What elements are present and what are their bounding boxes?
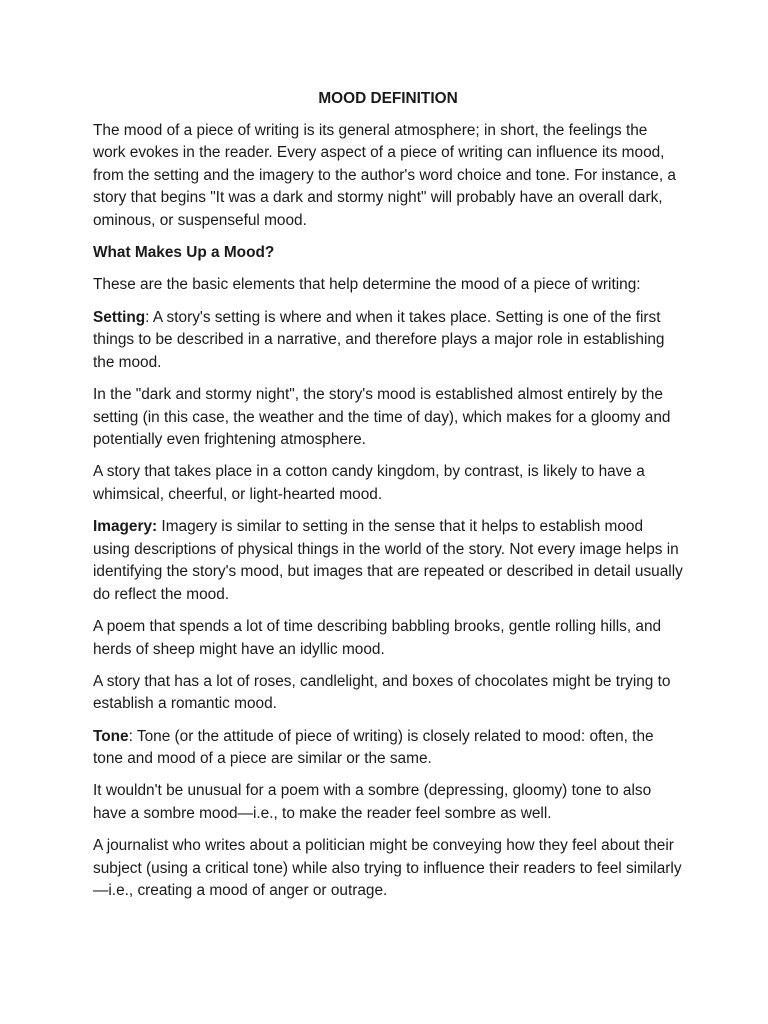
setting-definition: : A story's setting is where and when it takes place. Setting is one of the first things to be described in a narrative, and therefore plays a major role in establishing the mood. — [93, 308, 665, 371]
tone-example-2: A journalist who writes about a politician might be conveying how they feel about their subject (using a critical tone) while also trying to influence their readers to feel similarly—i.e., creating a mood of anger or outrage. — [93, 837, 682, 900]
setting-term: Setting — [93, 308, 146, 326]
setting-paragraph — [93, 307, 683, 375]
tone-paragraph — [93, 726, 683, 771]
setting-example-1: In the "dark and stormy night", the story's mood is established almost entirely by the setting (in this case, the weather and the time of day), which makes for a gloomy and potentially even frightening atmosphere. — [93, 385, 671, 449]
tone-term: Tone — [93, 727, 129, 745]
intro-paragraph: The mood of a piece of writing is its general atmosphere; in short, the feelings the work evokes in the reader. Every aspect of a piece of writing can influence its mood, from the setting and the imagery to the author's word choice and tone. For instance, a story that begins "It was a dark and stormy night" will probably have an overall dark, ominous, or suspenseful mood. — [93, 121, 676, 229]
document-page — [93, 88, 683, 913]
tone-definition: : Tone (or the attitude of piece of writing) is closely related to mood: often, the tone and mood of a piece are similar or the same. — [93, 727, 654, 768]
section-heading: What Makes Up a Mood? — [93, 244, 275, 262]
imagery-definition: Imagery is similar to setting in the sense that it helps to establish mood using descriptions of physical things in the world of the story. Not every image helps in identifying the story's mood, but images that are repeated or described in detail usually do reflect the mood. — [93, 518, 683, 603]
imagery-term: Imagery: — [93, 518, 158, 536]
tone-example-1: It wouldn't be unusual for a poem with a sombre (depressing, gloomy) tone to also have a sombre mood—i.e., to make the reader feel sombre as well. — [93, 782, 652, 822]
imagery-example-2: A story that has a lot of roses, candlelight, and boxes of chocolates might be trying to establish a romantic mood. — [93, 672, 671, 713]
imagery-example-1: A poem that spends a lot of time describing babbling brooks, gentle rolling hills, and herds of sheep might have an idyllic mood. — [93, 618, 662, 658]
document-title: MOOD DEFINITION — [318, 90, 458, 107]
imagery-paragraph — [93, 516, 683, 606]
setting-example-2: A story that takes place in a cotton candy kingdom, by contrast, is likely to have a whimsical, cheerful, or light-hearted mood. — [93, 463, 645, 503]
section-intro-paragraph: These are the basic elements that help determine the mood of a piece of writing: — [93, 276, 641, 294]
